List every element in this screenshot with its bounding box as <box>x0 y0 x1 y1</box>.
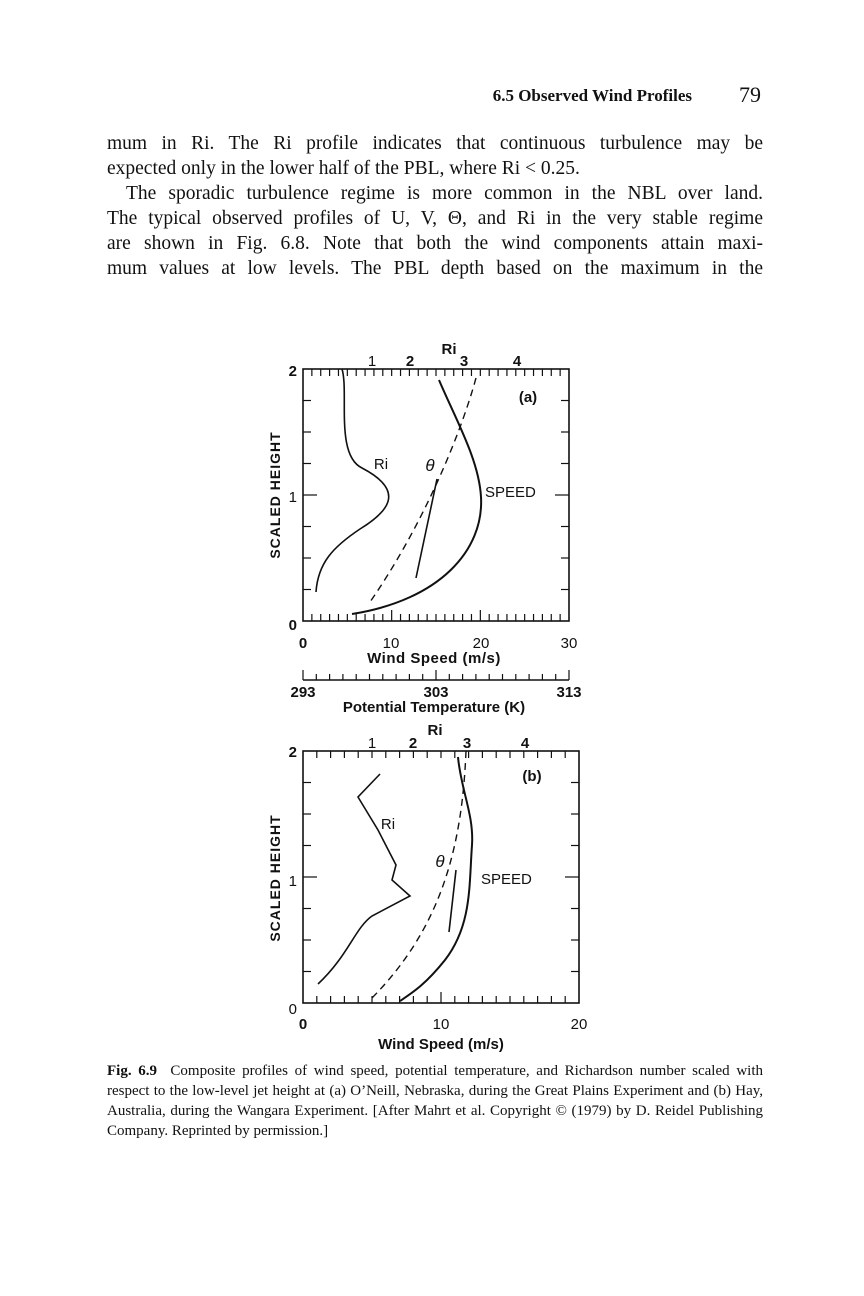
panel-b-x-label: Wind Speed (m/s) <box>378 1036 504 1053</box>
body-line: The typical observed profiles of U, V, Θ, and Ri in the very stable regime <box>107 208 763 229</box>
caption-text: Composite profiles of wind speed, potential temperature, and Richardson number scaled with respect to the low-level jet height at (a) O’Neill, Nebraska, during the Great Plains Experiment and (b) Hay, Australia, during the Wangara Experiment. [After Mahrt et al. Copyright © (1979) by D. Reidel Publishing Company. Reprinted by permission.] <box>107 1063 763 1139</box>
panel-a-x-tick: 10 <box>382 635 400 652</box>
panel-b-theta-solid-curve <box>449 870 456 932</box>
panel-b-x-tick: 20 <box>570 1016 588 1033</box>
panel-b-x-tick: 0 <box>298 1016 308 1033</box>
panel-b-top-tick: 4 <box>520 735 530 752</box>
body-line: The sporadic turbulence regime is more common in the NBL over land. <box>126 183 763 204</box>
panel-a-x-tick: 30 <box>560 635 578 652</box>
panel-b-y-tick: 2 <box>288 744 297 761</box>
panel-b-top-tick: 2 <box>408 735 418 752</box>
panel-a-speed-label: SPEED <box>485 484 536 501</box>
body-line: are shown in Fig. 6.8. Note that both the wind components attain maxi- <box>107 233 763 254</box>
panel-a-theta-solid-curve <box>416 479 437 578</box>
section-title: 6.5 Observed Wind Profiles <box>492 86 692 105</box>
panel-b-y-tick: 1 <box>288 873 297 890</box>
panel-b-top-axis-label: Ri <box>427 722 443 739</box>
caption-label: Fig. 6.9 <box>107 1063 158 1079</box>
figure-caption <box>107 1061 763 1141</box>
panel-a-ri-curve <box>316 369 389 592</box>
panel-b <box>267 722 587 1053</box>
panel-a-y-label: SCALED HEIGHT <box>267 431 283 559</box>
panel-a-top-tick: 1 <box>367 353 377 370</box>
panel-a-x-tick: 0 <box>298 635 308 652</box>
body-line: mum values at low levels. The PBL depth based on the maximum in the <box>107 258 763 279</box>
panel-b-top-tick: 3 <box>462 735 472 752</box>
panel-a-theta-dashed-curve <box>370 378 476 602</box>
panel-a-y-tick: 0 <box>288 617 297 634</box>
panel-a-temperature-tick: 313 <box>556 684 582 701</box>
panel-a-top-axis-label: Ri <box>441 341 457 358</box>
panel-b-label: (b) <box>522 768 542 785</box>
panel-a-temperature-label: Potential Temperature (K) <box>342 699 526 716</box>
panel-b-y-label: SCALED HEIGHT <box>267 814 283 942</box>
panel-b-ri-label: Ri <box>380 816 396 833</box>
panel-a-top-tick: 2 <box>405 353 415 370</box>
panel-b-x-tick: 10 <box>432 1016 450 1033</box>
panel-a-top-tick: 3 <box>459 353 469 370</box>
panel-b-top-tick: 1 <box>367 735 377 752</box>
panel-b-theta-label: θ <box>435 852 445 871</box>
panel-b-ri-curve <box>318 774 410 984</box>
panel-a-x-label: Wind Speed (m/s) <box>367 650 501 667</box>
panel-b-speed-label: SPEED <box>481 871 532 888</box>
panel-a-x-tick: 20 <box>472 635 490 652</box>
panel-a-y-tick: 1 <box>288 489 297 506</box>
panel-b-y-tick: 0 <box>288 1001 297 1018</box>
body-line: expected only in the lower half of the PBL, where Ri < 0.25. <box>107 158 580 179</box>
body-line: mum in Ri. The Ri profile indicates that continuous turbulence may be <box>107 133 763 154</box>
page-number: 79 <box>739 82 761 107</box>
panel-a-y-tick: 2 <box>288 363 297 380</box>
panel-a <box>267 341 582 716</box>
panel-a-temperature-ticks <box>303 670 569 680</box>
panel-a-theta-label: θ <box>425 456 435 475</box>
panel-a-temperature-tick: 293 <box>290 684 316 701</box>
panel-a-top-tick: 4 <box>512 353 522 370</box>
panel-a-ri-label: Ri <box>373 456 389 473</box>
panel-b-speed-curve <box>400 757 472 1001</box>
panel-a-label: (a) <box>518 389 538 406</box>
panel-a-speed-curve <box>352 380 481 614</box>
panel-a-temperature-tick: 303 <box>423 684 449 701</box>
panel-b-theta-dashed-curve <box>370 751 466 1000</box>
